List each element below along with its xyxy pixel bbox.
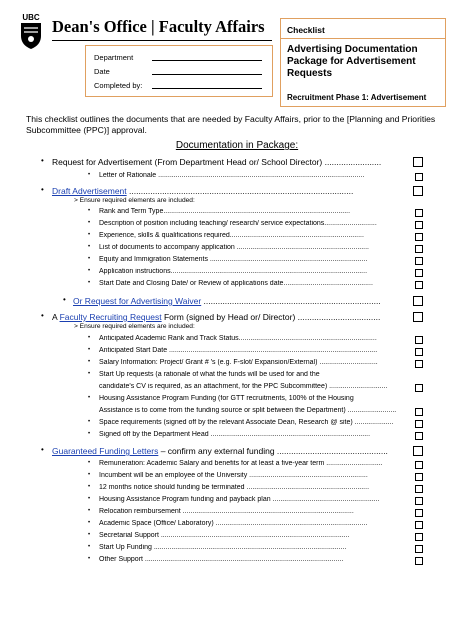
checkbox[interactable]	[415, 384, 423, 392]
bullet-icon: •	[41, 156, 44, 165]
checkbox[interactable]	[415, 521, 423, 529]
checklist-item-text: Housing Assistance Program funding and payback plan .......................................................	[99, 496, 380, 503]
checkbox[interactable]	[415, 257, 423, 265]
bullet-icon: •	[88, 544, 91, 550]
bullet-icon: •	[88, 484, 91, 490]
bullet-icon: •	[41, 445, 44, 454]
ubc-logo	[18, 12, 44, 50]
checkbox[interactable]	[415, 233, 423, 241]
checklist-item-text: A Faculty Recruiting Request Form (signed by Head or/ Director) ...................................	[52, 312, 381, 322]
checklist-divider	[281, 38, 445, 39]
checklist-heading: Checklist	[287, 25, 325, 35]
checkbox[interactable]	[415, 408, 423, 416]
checklist-item-text: > Ensure required elements are included:	[74, 197, 195, 204]
checklist-item-text: Or Request for Advertising Waiver ...........................................................................	[73, 296, 381, 306]
bullet-icon: •	[88, 232, 91, 238]
checkbox[interactable]	[415, 360, 423, 368]
checklist-item-text: Description of position including teaching/ research/ service expectations...........................	[99, 220, 377, 227]
checkbox[interactable]	[415, 245, 423, 253]
checklist-item-text: Relocation reimbursement ........................................................................................	[99, 508, 354, 515]
checkbox[interactable]	[415, 545, 423, 553]
checkbox[interactable]	[413, 186, 423, 196]
checklist-item-text: Remuneration: Academic Salary and benefits for at least a five-year term .............................	[99, 460, 383, 467]
checklist-item-text: Academic Space (Office/ Laboratory) ..............................................................................	[99, 520, 368, 527]
checkbox[interactable]	[415, 485, 423, 493]
date-field[interactable]	[152, 74, 262, 75]
bullet-icon: •	[88, 220, 91, 226]
bullet-icon: •	[88, 208, 91, 214]
checkbox[interactable]	[415, 209, 423, 217]
logo-text: UBC	[22, 13, 40, 22]
checklist-item-text: Rank and Term Type................................................................................................	[99, 208, 351, 215]
bullet-icon: •	[88, 371, 91, 377]
checkbox[interactable]	[415, 348, 423, 356]
checklist-item-text: Start Up requests (a rationale of what the funds will be used for and the	[99, 371, 320, 378]
checklist-item-text: Guaranteed Funding Letters – confirm any external funding ...............................................	[52, 446, 388, 456]
intro-text: This checklist outlines the documents that are needed by Faculty Affairs, prior to the [Planning and Priorities Subcommittee (PPC)] approval.	[26, 114, 436, 135]
bullet-icon: •	[88, 395, 91, 401]
bullet-icon: •	[88, 520, 91, 526]
checklist-item-text: Anticipated Start Date ...........................................................................................................	[99, 347, 378, 354]
bullet-icon: •	[88, 460, 91, 466]
page-title: Dean's Office | Faculty Affairs	[52, 17, 265, 36]
bullet-icon: •	[88, 256, 91, 262]
bullet-icon: •	[88, 280, 91, 286]
checkbox[interactable]	[415, 557, 423, 565]
checkbox[interactable]	[415, 473, 423, 481]
bullet-icon: •	[41, 185, 44, 194]
checklist-item-text: Experience, skills & qualifications required.....................................................................	[99, 232, 364, 239]
checklist-item-text: Application instructions.....................................................................................................	[99, 268, 368, 275]
checklist-item-text: Request for Advertisement (From Department Head or/ School Director) ........................	[52, 157, 382, 167]
completed-by-label: Completed by:	[94, 81, 143, 90]
checkbox[interactable]	[413, 446, 423, 456]
bullet-icon: •	[88, 244, 91, 250]
bullet-icon: •	[88, 268, 91, 274]
checkbox[interactable]	[413, 312, 423, 322]
bullet-icon: •	[88, 508, 91, 514]
checklist-item-text: Housing Assistance Program Funding (for GTT recruitments, 100% of the Housing	[99, 395, 354, 402]
checkbox[interactable]	[415, 269, 423, 277]
checklist-item-text: Start Up Funding ...................................................................................................	[99, 544, 347, 551]
checklist-item-text: Space requirements (signed off by the relevant Associate Dean, Research @ site) ....................	[99, 419, 394, 426]
checklist-phase: Recruitment Phase 1: Advertisement	[287, 93, 427, 102]
checklist-title: Advertising Documentation Package for Advertisement Requests	[287, 44, 418, 79]
document-link[interactable]: Guaranteed Funding Letters	[52, 446, 159, 456]
document-link[interactable]: Faculty Recruiting Request	[59, 312, 162, 322]
department-field[interactable]	[152, 60, 262, 61]
checklist-item-text: Signed off by the Department Head ..................................................................................	[99, 431, 371, 438]
checklist-item-text: List of documents to accompany application ....................................................................	[99, 244, 369, 251]
bullet-icon: •	[88, 419, 91, 425]
checklist-item-text: Draft Advertisement ...............................................................................................	[52, 186, 354, 196]
checklist-item-text: Equity and Immigration Statements .................................................................................	[99, 256, 368, 263]
checkbox[interactable]	[415, 281, 423, 289]
checklist-panel	[280, 18, 446, 107]
checklist-item-text: Salary Information: Project/ Grant # 's (e.g. F-slot/ Expansion/External) ..............................	[99, 359, 378, 366]
title-rule	[52, 40, 272, 41]
checkbox[interactable]	[415, 461, 423, 469]
checklist-item-text: Letter of Rationale ..........................................................................................................	[99, 172, 365, 179]
document-link[interactable]: Draft Advertisement	[52, 186, 127, 196]
section-heading: Documentation in Package:	[175, 140, 299, 151]
checkbox[interactable]	[415, 432, 423, 440]
completed-by-field[interactable]	[152, 88, 262, 89]
checklist-item-text: Other Support ......................................................................................................	[99, 556, 344, 563]
checkbox[interactable]	[415, 173, 423, 181]
date-label: Date	[94, 67, 110, 76]
checklist-item-text: Start Date and Closing Date/ or Review of applications date..............................................	[99, 280, 373, 287]
checklist-item-text: candidate's CV is required, as an attachment, for the PPC Subcommittee) ..............................	[99, 383, 388, 390]
checklist-item-text: Incumbent will be an employee of the University .............................................................	[99, 472, 368, 479]
bullet-icon: •	[88, 532, 91, 538]
bullet-icon: •	[88, 347, 91, 353]
checkbox[interactable]	[413, 296, 423, 306]
checkbox[interactable]	[415, 336, 423, 344]
department-label: Department	[94, 53, 134, 62]
bullet-icon: •	[88, 335, 91, 341]
checklist-item-text: > Ensure required elements are included:	[74, 323, 195, 330]
bullet-icon: •	[88, 431, 91, 437]
checkbox[interactable]	[415, 533, 423, 541]
checkbox[interactable]	[415, 497, 423, 505]
bullet-icon: •	[63, 295, 66, 304]
checklist-item-text: Assistance is to come from the funding source or split between the Department) .........................	[99, 407, 397, 414]
document-link[interactable]: Or Request for Advertising Waiver	[73, 296, 202, 306]
bullet-icon: •	[88, 556, 91, 562]
checkbox[interactable]	[415, 420, 423, 428]
bullet-icon: •	[88, 172, 91, 178]
checklist-item-text: Anticipated Academic Rank and Track Status.......................................................................	[99, 335, 377, 342]
checkbox[interactable]	[415, 509, 423, 517]
checkbox[interactable]	[415, 221, 423, 229]
checklist-item-text: 12 months notice should funding be terminated ...............................................................	[99, 484, 370, 491]
bullet-icon: •	[88, 472, 91, 478]
bullet-icon: •	[88, 496, 91, 502]
bullet-icon: •	[41, 311, 44, 320]
checklist-item-text: Secretarial Support .................................................................................................	[99, 532, 350, 539]
info-fields-box	[85, 45, 273, 97]
bullet-icon: •	[88, 359, 91, 365]
checkbox[interactable]	[413, 157, 423, 167]
